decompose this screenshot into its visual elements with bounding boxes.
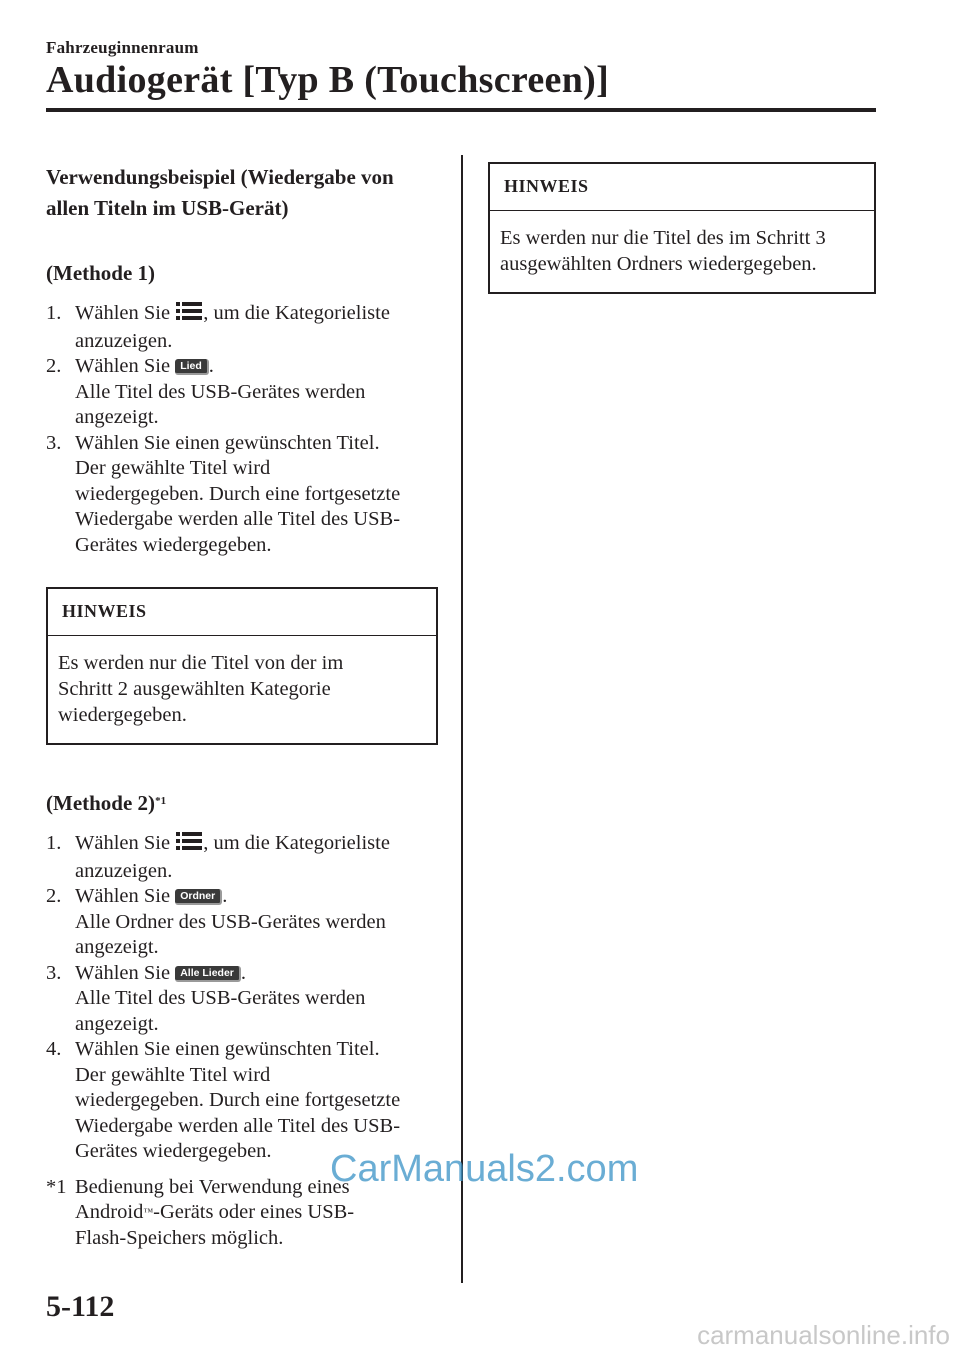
site-watermark: carmanualsonline.info: [697, 1320, 950, 1350]
step-line: angezeigt.: [75, 1012, 159, 1035]
category-list-icon: [176, 301, 202, 329]
footnote-line: [75, 1200, 438, 1226]
step-item: [46, 1037, 438, 1165]
step-number: 3.: [46, 431, 62, 454]
note-label: HINWEIS: [48, 589, 436, 636]
note-box: [46, 587, 438, 745]
step-number: 2.: [46, 355, 62, 377]
page-title: Audiogerät [Typ B (Touchscreen)]: [46, 59, 610, 101]
step-text: Wählen Sie: [75, 832, 176, 854]
right-column: [488, 162, 876, 294]
step-text: , um die Kategorieliste: [203, 832, 390, 854]
step-item: [46, 301, 438, 354]
lied-button: Lied: [175, 359, 209, 375]
method-1-title: (Methode 1): [46, 261, 156, 285]
step-number: 3.: [46, 961, 62, 984]
note-line: Schritt 2 ausgewählten Kategorie: [58, 678, 331, 700]
step-line: Gerätes wiedergegeben.: [75, 1140, 272, 1162]
section-label: Fahrzeuginnenraum: [46, 38, 199, 57]
step-line: angezeigt.: [75, 406, 159, 428]
step-text: , um die Kategorieliste: [203, 302, 390, 324]
method-2-steps: [46, 831, 438, 1165]
method-2-title-text: (Methode 2): [46, 791, 156, 815]
step-line: Wiedergabe werden alle Titel des USB-: [75, 1114, 401, 1137]
example-heading: [46, 162, 438, 224]
step-text: Wählen Sie: [75, 885, 176, 907]
step-line: wiedergegeben. Durch eine fortgesetzte: [75, 482, 401, 505]
step-line: Der gewählte Titel wird: [75, 457, 271, 479]
step-item: [46, 961, 438, 1038]
step-line: Gerätes wiedergegeben.: [75, 533, 272, 556]
step-line: wiedergegeben. Durch eine fortgesetzte: [75, 1089, 401, 1111]
step-item: [46, 884, 438, 961]
ordner-button: Ordner: [175, 889, 222, 905]
column-divider: [461, 155, 463, 1283]
method-2-title: [46, 788, 438, 819]
footnote-text: -Geräts oder eines USB-: [153, 1201, 355, 1223]
step-item: [46, 354, 438, 431]
step-line: angezeigt.: [75, 936, 159, 958]
note-box: [488, 162, 876, 294]
note-line: wiedergegeben.: [58, 704, 187, 726]
step-number: 2.: [46, 885, 62, 907]
note-text: [48, 636, 436, 743]
category-list-icon: [176, 831, 202, 859]
step-line: Alle Titel des USB-Gerätes werden: [75, 987, 366, 1009]
footnote-ref: *1: [155, 795, 167, 807]
page-number: 5-112: [46, 1290, 115, 1323]
note-label: HINWEIS: [490, 164, 874, 211]
step-line: Wiedergabe werden alle Titel des USB-: [75, 508, 401, 530]
example-heading-line: allen Titeln im USB-Gerät): [46, 196, 289, 220]
footnote-mark: *1: [46, 1175, 67, 1198]
step-item: [46, 431, 438, 559]
step-text: .: [208, 355, 214, 377]
step-text: Wählen Sie: [75, 355, 176, 377]
alle-lieder-button: Alle Lieder: [175, 966, 241, 982]
note-line: ausgewählten Ordners wiedergegeben.: [500, 253, 817, 275]
step-number: 1.: [46, 302, 62, 324]
step-line: Alle Ordner des USB-Gerätes werden: [75, 910, 386, 933]
step-number: 4.: [46, 1038, 62, 1060]
step-text: .: [222, 885, 228, 907]
footnote-line: Flash-Speichers möglich.: [75, 1226, 284, 1249]
footnote-text: Android: [75, 1201, 144, 1223]
left-column: [46, 162, 438, 1251]
step-item: [46, 831, 438, 884]
example-heading-line: Verwendungsbeispiel (Wiedergabe von: [46, 165, 394, 189]
step-number: 1.: [46, 832, 62, 854]
footnote-line: Bedienung bei Verwendung eines: [75, 1175, 350, 1198]
step-line: Der gewählte Titel wird: [75, 1063, 271, 1086]
title-rule: [46, 108, 876, 112]
trademark-symbol: ™: [143, 1207, 154, 1218]
step-text: Wählen Sie: [75, 961, 176, 984]
step-text: Wählen Sie einen gewünschten Titel.: [75, 431, 380, 454]
step-line: anzuzeigen.: [75, 859, 173, 882]
note-line: Es werden nur die Titel des im Schritt 3: [500, 227, 826, 249]
step-text: Wählen Sie einen gewünschten Titel.: [75, 1038, 380, 1060]
note-text: [490, 211, 874, 292]
step-text: Wählen Sie: [75, 302, 176, 324]
step-text: .: [240, 961, 247, 984]
watermark: CarManuals2.com: [330, 1148, 639, 1190]
note-line: Es werden nur die Titel von der im: [58, 652, 344, 674]
method-1-steps: [46, 301, 438, 558]
step-line: anzuzeigen.: [75, 329, 173, 352]
step-line: Alle Titel des USB-Gerätes werden: [75, 380, 366, 403]
